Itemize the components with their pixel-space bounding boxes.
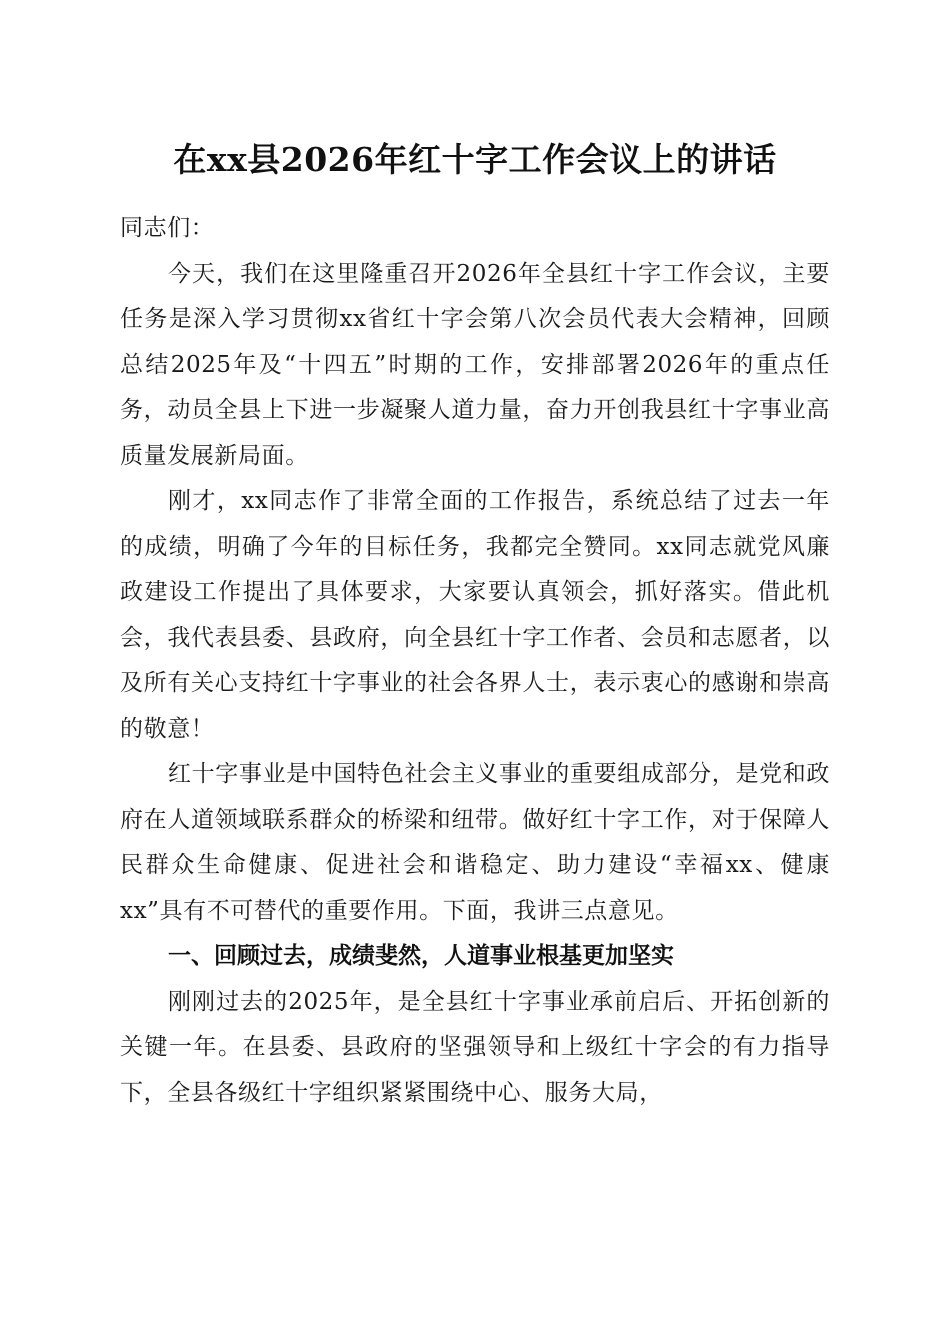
salutation: 同志们： (120, 215, 215, 241)
section-1-heading: 一、回顾过去，成绩斐然，人道事业根基更加坚实 (168, 943, 674, 969)
paragraph-acknowledgement: 刚才，xx同志作了非常全面的工作报告，系统总结了过去一年的成绩，明确了今年的目标任务，我都完全赞同。xx同志就党风廉政建设工作提出了具体要求，大家要认真领会，抓好落实。借此机会，我代表县委、县政府，向全县红十字工作者、会员和志愿者，以及所有关心支持红十字事业的社会各界人士，表示衷心的感谢和崇高的敬意！ (120, 488, 830, 742)
paragraph-opening: 今天，我们在这里隆重召开2026年全县红十字工作会议，主要任务是深入学习贯彻xx省红十字会第八次会员代表大会精神，回顾总结2025年及“十四五”时期的工作，安排部署2026年的重点任务，动员全县上下进一步凝聚人道力量，奋力开创我县红十字事业高质量发展新局面。 (120, 260, 830, 469)
section-1-paragraph: 刚刚过去的2025年，是全县红十字事业承前启后、开拓创新的关键一年。在县委、县政府的坚强领导和上级红十字会的有力指导下，全县各级红十字组织紧紧围绕中心、服务大局， (120, 988, 830, 1106)
paragraph-significance: 红十字事业是中国特色社会主义事业的重要组成部分，是党和政府在人道领域联系群众的桥梁和纽带。做好红十字工作，对于保障人民群众生命健康、促进社会和谐稳定、助力建设“幸福xx、健康xx”具有不可替代的重要作用。下面，我讲三点意见。 (120, 761, 830, 924)
document-title: 在xx县2026年红十字工作会议上的讲话 (173, 140, 777, 179)
document-body (120, 206, 830, 1116)
